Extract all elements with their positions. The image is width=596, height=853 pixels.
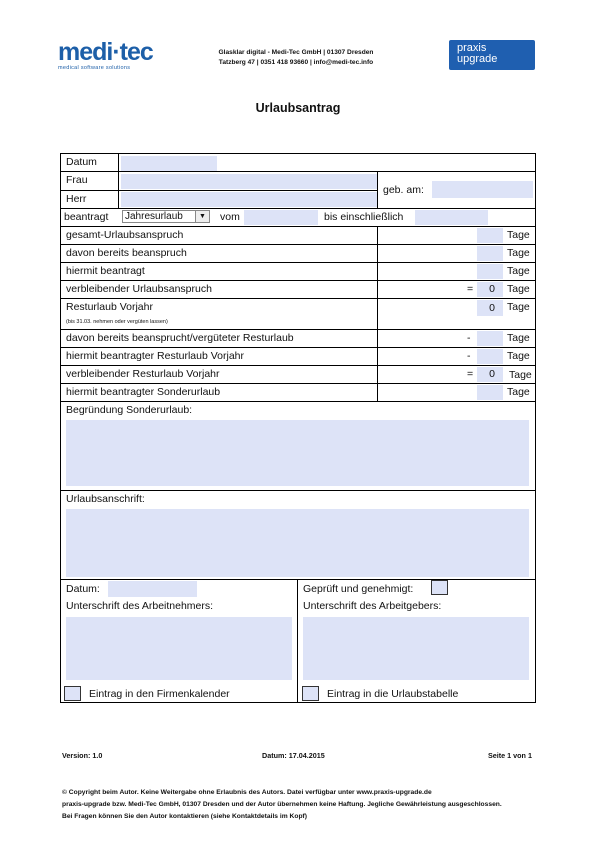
row-label: verbleibender Urlaubsanspruch <box>66 283 212 295</box>
footer-version: Version: 1.0 <box>62 751 103 760</box>
datum-field[interactable] <box>121 156 217 171</box>
datum-label: Datum <box>66 156 97 168</box>
footer-seite: Seite 1 von 1 <box>488 751 532 760</box>
anschrift-textarea[interactable] <box>66 509 529 577</box>
medi-tec-logo <box>58 40 153 71</box>
row-label: hiermit beantragter Sonderurlaub <box>66 386 221 398</box>
tage-field[interactable] <box>477 385 503 400</box>
footer-datum: Datum: 17.04.2015 <box>262 751 325 760</box>
row-label: Resturlaub Vorjahr <box>66 301 153 313</box>
company-line-1: Glasklar digital - Medi-Tec GmbH | 01307 Dresden <box>218 49 374 56</box>
unterschrift-ag-field[interactable] <box>303 617 529 680</box>
logo-right-line-2: upgrade <box>457 53 498 65</box>
tage-unit: Tage <box>507 386 530 398</box>
geprueft-checkbox[interactable] <box>431 580 448 595</box>
datum2-field[interactable] <box>108 581 197 597</box>
operator: - <box>467 350 471 362</box>
row-label: verbleibender Resturlaub Vorjahr <box>66 368 220 380</box>
logo-right-line-1: praxis <box>457 42 487 54</box>
company-line-2: Tatzberg 47 | 0351 418 93660 | info@medi-tec.info <box>218 59 374 66</box>
bis-field[interactable] <box>415 210 488 225</box>
vom-field[interactable] <box>244 210 318 225</box>
logo-text: medi·tec <box>58 38 153 66</box>
begruendung-textarea[interactable] <box>66 420 529 486</box>
tage-field[interactable] <box>477 264 503 279</box>
urlaubsart-value: Jahresurlaub <box>125 211 183 222</box>
copyright-notice <box>62 787 502 822</box>
tage-field[interactable] <box>477 349 503 364</box>
copyright-line-2: praxis-upgrade bzw. Medi-Tec GmbH, 01307 Dresden und der Autor übernehmen keine Haftung. Jegliche Gewährleistung ausgeschlossen. <box>62 800 502 808</box>
chevron-down-icon[interactable]: ▼ <box>195 211 209 222</box>
bis-label: bis einschließlich <box>324 211 404 223</box>
tage-field[interactable] <box>477 331 503 346</box>
tage-unit: Tage <box>507 283 530 295</box>
tage-value: 0 <box>489 283 495 295</box>
row-label: hiermit beantragt <box>66 265 145 277</box>
row-label: hiermit beantragter Resturlaub Vorjahr <box>66 350 245 362</box>
row-note: (bis 31.03. nehmen oder vergüten lassen) <box>66 319 168 325</box>
anschrift-label: Urlaubsanschrift: <box>66 493 145 505</box>
company-info <box>196 48 396 68</box>
row-label: gesamt-Urlaubsanspruch <box>66 229 184 241</box>
vom-label: vom <box>220 211 240 223</box>
firmenkalender-label: Eintrag in den Firmenkalender <box>89 688 230 700</box>
herr-name-field[interactable] <box>121 192 377 207</box>
page-title: Urlaubsantrag <box>255 101 341 115</box>
geb-am-label: geb. am: <box>383 184 424 196</box>
unterschrift-ag-label: Unterschrift des Arbeitgebers: <box>303 600 442 612</box>
unterschrift-an-field[interactable] <box>66 617 292 680</box>
tage-field[interactable] <box>477 246 503 261</box>
tage-unit: Tage <box>507 301 530 313</box>
frau-name-field[interactable] <box>121 174 377 189</box>
urlaubsart-select[interactable] <box>122 210 210 223</box>
praxis-upgrade-logo <box>449 40 535 70</box>
firmenkalender-checkbox[interactable] <box>64 686 81 701</box>
unterschrift-an-label: Unterschrift des Arbeitnehmers: <box>66 600 214 612</box>
row-label: davon bereits beanspruch <box>66 247 187 259</box>
operator: = <box>467 368 474 380</box>
urlaubstabelle-label: Eintrag in die Urlaubstabelle <box>327 688 459 700</box>
tage-value: 0 <box>489 368 495 380</box>
tage-value: 0 <box>489 302 495 314</box>
herr-label: Herr <box>66 193 87 205</box>
urlaubstabelle-checkbox[interactable] <box>302 686 319 701</box>
tage-field[interactable] <box>477 228 503 243</box>
frau-label: Frau <box>66 174 88 186</box>
operator: - <box>467 332 471 344</box>
beantragt-label: beantragt <box>64 211 109 223</box>
tage-unit: Tage <box>509 369 532 381</box>
logo-subtitle: medical software solutions <box>58 65 131 71</box>
datum2-label: Datum: <box>66 583 100 595</box>
tage-unit: Tage <box>507 229 530 241</box>
tage-unit: Tage <box>507 332 530 344</box>
copyright-line-1: © Copyright beim Autor. Keine Weitergabe ohne Erlaubnis des Autors. Datei verfügbar unter www.praxis-upgrade.de <box>62 789 432 796</box>
row-label: davon bereits beansprucht/vergüteter Resturlaub <box>66 332 294 344</box>
tage-unit: Tage <box>507 265 530 277</box>
tage-unit: Tage <box>507 350 530 362</box>
operator: = <box>467 283 474 295</box>
tage-unit: Tage <box>507 247 530 259</box>
begruendung-label: Begründung Sonderurlaub: <box>66 404 193 416</box>
geprueft-label: Geprüft und genehmigt: <box>303 583 414 595</box>
geb-am-field[interactable] <box>432 181 533 198</box>
copyright-line-3: Bei Fragen können Sie den Autor kontaktieren (siehe Kontaktdetails im Kopf) <box>62 812 307 820</box>
